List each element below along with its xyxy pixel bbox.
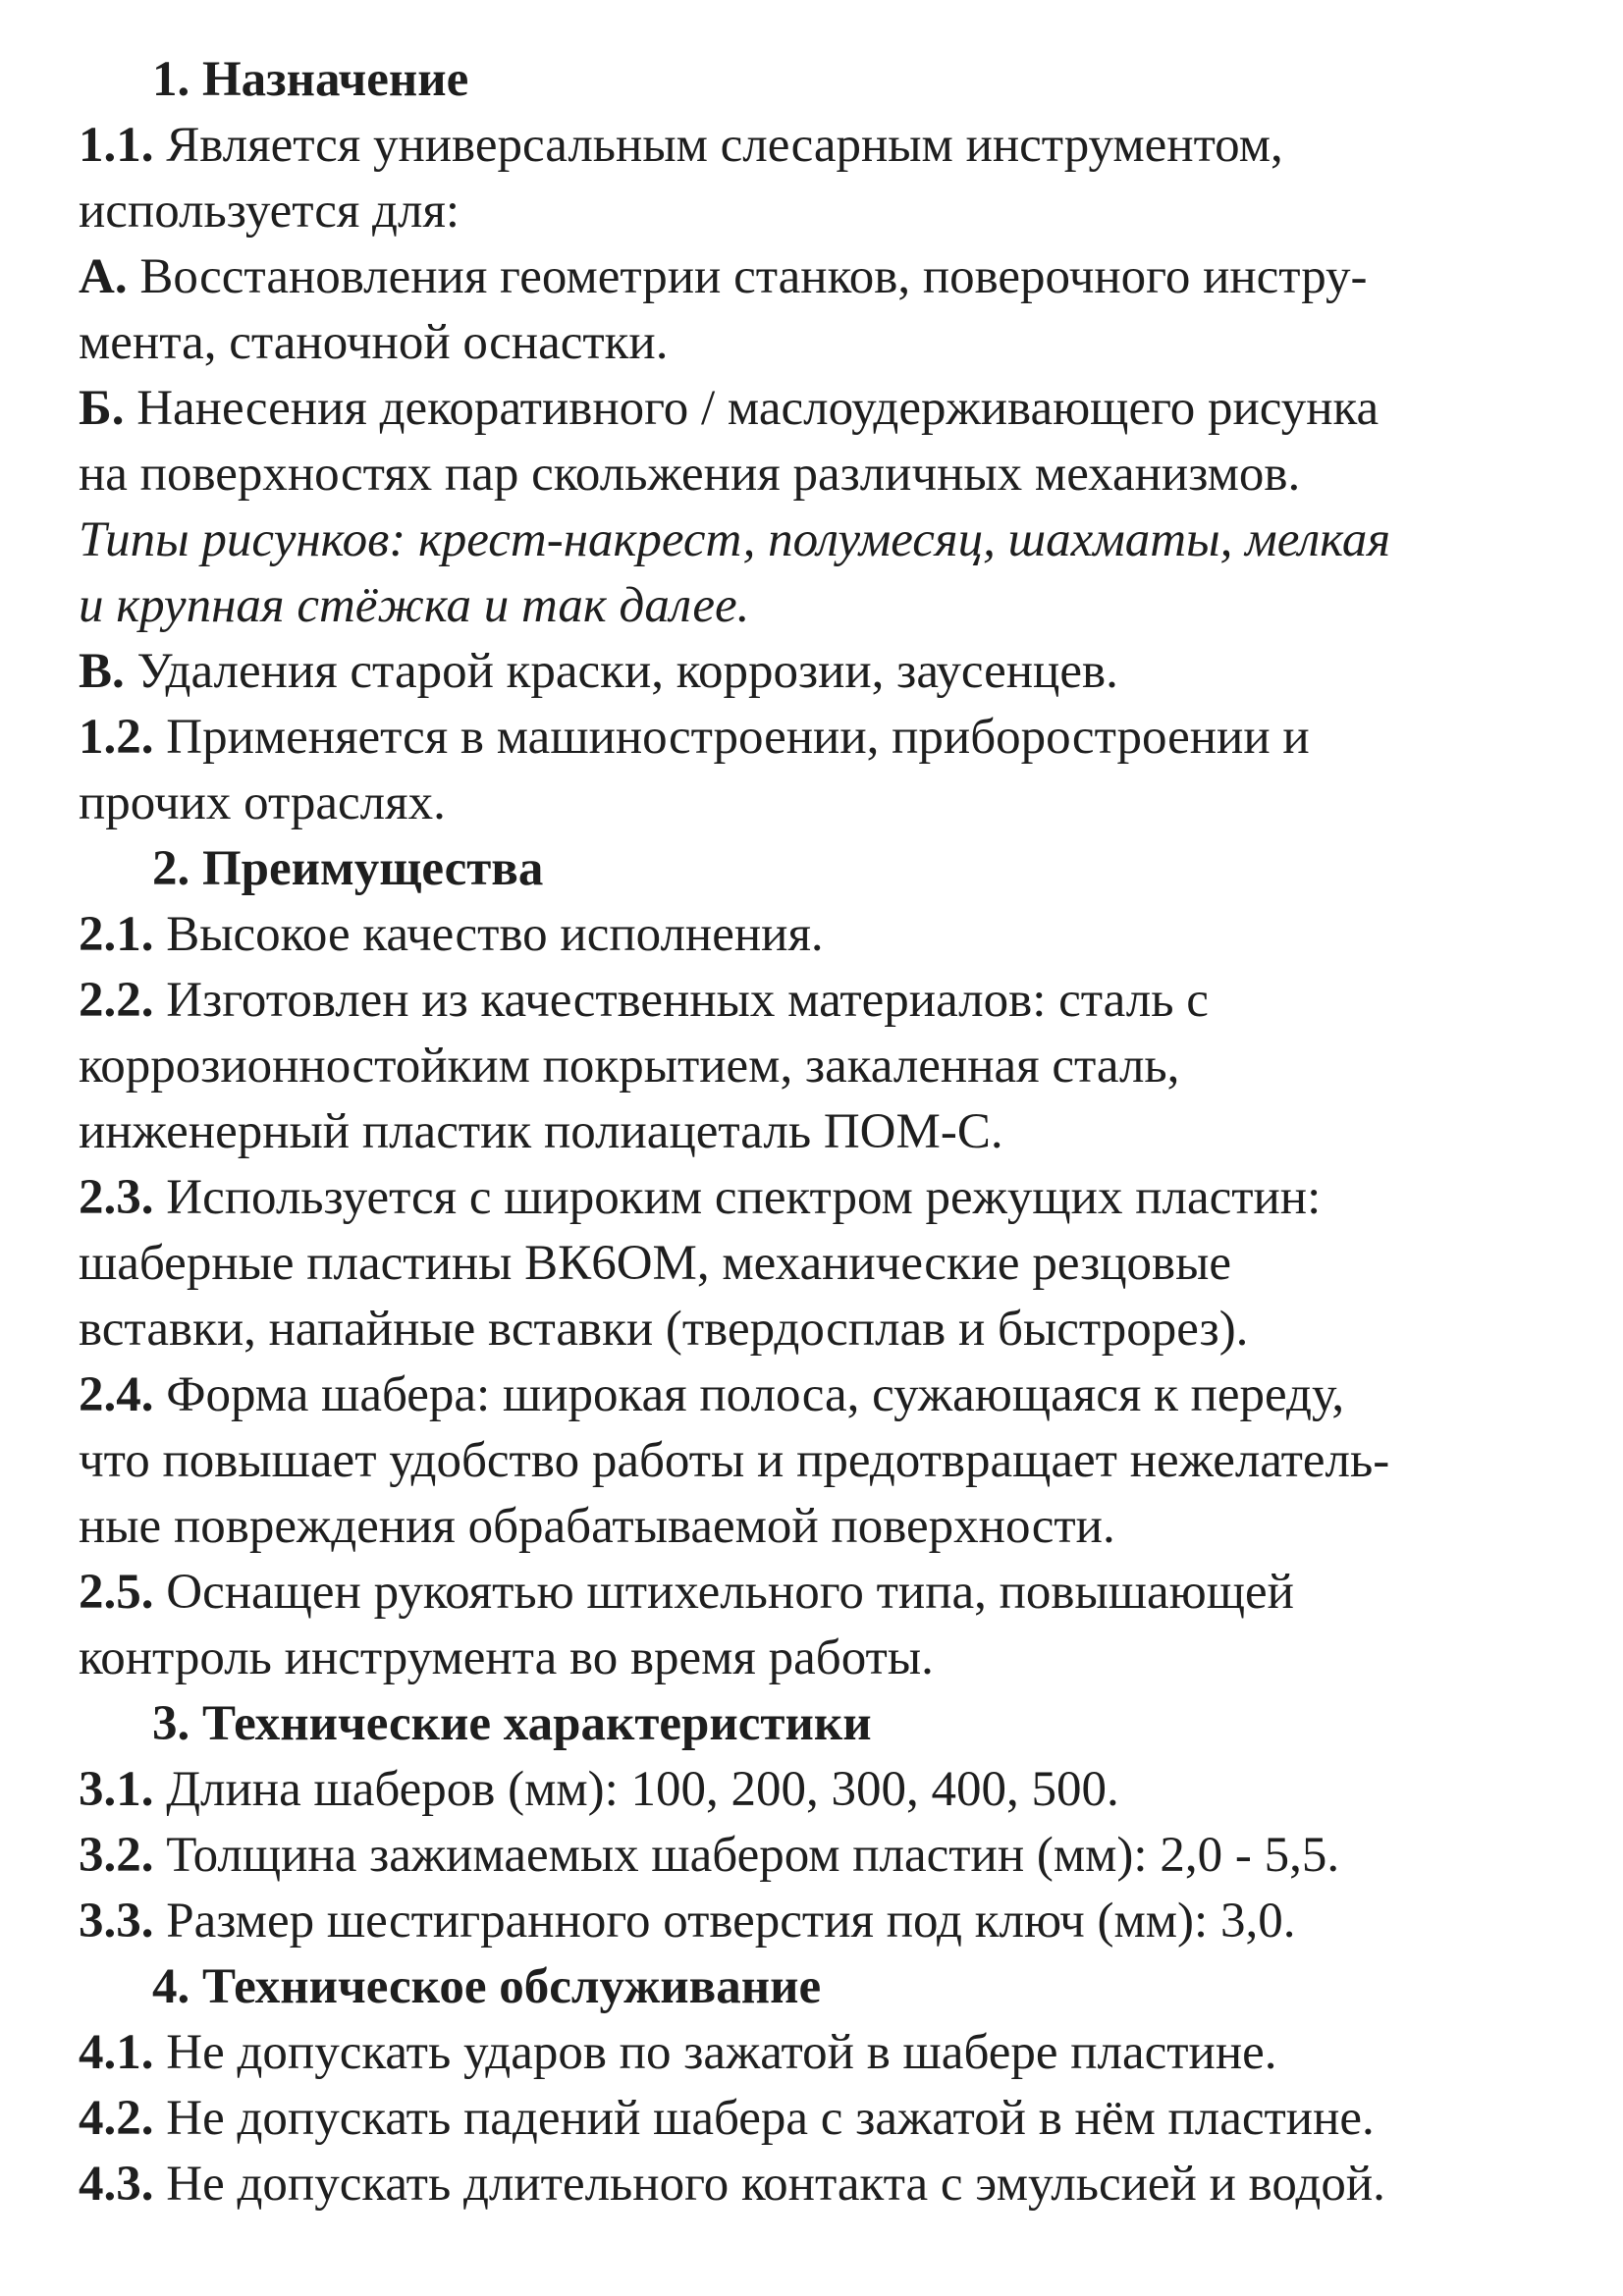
section-title: 4. Техническое обслуживание	[152, 1959, 822, 2014]
line-text: Не допускать длительного контакта с эмульсией и водой.	[166, 2157, 1385, 2212]
paragraph	[79, 244, 1551, 376]
item-number: 3.1.	[79, 1762, 154, 1817]
text-line	[79, 1362, 1551, 1428]
text-line	[79, 1231, 1551, 1297]
section	[79, 1691, 1551, 1954]
text-line	[79, 1889, 1551, 1954]
item-number: В.	[79, 644, 125, 699]
section-title: 1. Назначение	[152, 52, 469, 107]
item-number: 1.1.	[79, 118, 154, 173]
line-text: используется для:	[79, 184, 460, 239]
line-text: Толщина зажимаемых шабером пластин (мм): 2,0 - 5,5.	[166, 1828, 1340, 1883]
section	[79, 836, 1551, 1691]
item-number: 4.3.	[79, 2157, 154, 2212]
line-text: Нанесения декоративного / маслоудерживающего рисунка	[136, 381, 1380, 436]
paragraph	[79, 2152, 1551, 2217]
text-line	[79, 179, 1551, 244]
text-line	[79, 244, 1551, 310]
section	[79, 1954, 1551, 2217]
paragraph	[79, 507, 1551, 639]
line-text: Восстановления геометрии станков, поверочного инстру-	[139, 249, 1368, 304]
section	[79, 47, 1551, 836]
text-line	[79, 771, 1551, 836]
line-text: прочих отраслях.	[79, 775, 446, 830]
line-text: ные повреждения обрабатываемой поверхности.	[79, 1499, 1115, 1554]
text-line	[79, 1099, 1551, 1165]
item-number: 4.1.	[79, 2025, 154, 2080]
line-text: на поверхностях пар скольжения различных механизмов.	[79, 447, 1301, 502]
text-line	[79, 639, 1551, 705]
paragraph	[79, 2020, 1551, 2086]
paragraph	[79, 1560, 1551, 1691]
section-title: 3. Технические характеристики	[152, 1696, 872, 1751]
section-title: 2. Преимущества	[152, 841, 544, 896]
line-text: Не допускать падений шабера с зажатой в нём пластине.	[166, 2091, 1375, 2146]
text-line	[79, 442, 1551, 507]
text-line	[79, 1757, 1551, 1823]
text-line	[79, 113, 1551, 179]
paragraph	[79, 968, 1551, 1165]
item-number: 3.2.	[79, 1828, 154, 1883]
text-line	[79, 1428, 1551, 1494]
item-number: 1.2.	[79, 710, 154, 765]
item-number: 4.2.	[79, 2091, 154, 2146]
text-line	[79, 2020, 1551, 2086]
line-text: Используется с широким спектром режущих пластин:	[166, 1170, 1322, 1225]
text-line	[79, 2152, 1551, 2217]
item-number: 2.5.	[79, 1565, 154, 1620]
item-number: Б.	[79, 381, 125, 436]
line-text: Не допускать ударов по зажатой в шабере пластине.	[166, 2025, 1277, 2080]
text-line	[79, 2086, 1551, 2152]
line-text: Оснащен рукоятью штихельного типа, повышающей	[166, 1565, 1294, 1620]
paragraph	[79, 1823, 1551, 1889]
text-line	[79, 507, 1551, 573]
item-number: 2.4.	[79, 1367, 154, 1422]
line-text: Форма шабера: широкая полоса, сужающаяся к переду,	[166, 1367, 1345, 1422]
item-number: 3.3.	[79, 1894, 154, 1949]
line-text: мента, станочной оснастки.	[79, 315, 669, 370]
text-line	[79, 1494, 1551, 1560]
text-line	[79, 573, 1551, 639]
line-text: шаберные пластины ВК6ОМ, механические резцовые	[79, 1236, 1231, 1291]
paragraph	[79, 376, 1551, 507]
paragraph	[79, 705, 1551, 836]
item-number: 2.3.	[79, 1170, 154, 1225]
paragraph	[79, 1757, 1551, 1823]
text-line	[79, 1560, 1551, 1626]
line-text: Высокое качество исполнения.	[166, 907, 824, 962]
text-line	[79, 376, 1551, 442]
paragraph	[79, 1165, 1551, 1362]
line-text: Является универсальным слесарным инструментом,	[166, 118, 1283, 173]
text-line	[79, 902, 1551, 968]
paragraph	[79, 2086, 1551, 2152]
line-text: Длина шаберов (мм): 100, 200, 300, 400, 500.	[166, 1762, 1119, 1817]
line-text: Типы рисунков: крест-накрест, полумесяц, шахматы, мелкая	[79, 512, 1391, 567]
line-text: контроль инструмента во время работы.	[79, 1630, 934, 1685]
item-number: 2.2.	[79, 973, 154, 1028]
text-line	[79, 310, 1551, 376]
text-line	[79, 1297, 1551, 1362]
line-text: вставки, напайные вставки (твердосплав и быстрорез).	[79, 1302, 1249, 1357]
text-line	[79, 1626, 1551, 1691]
text-line	[79, 1034, 1551, 1099]
text-line	[79, 968, 1551, 1034]
text-line	[79, 1823, 1551, 1889]
paragraph	[79, 1362, 1551, 1560]
item-number: 2.1.	[79, 907, 154, 962]
text-line	[79, 1165, 1551, 1231]
line-text: коррозионностойким покрытием, закаленная сталь,	[79, 1039, 1180, 1094]
item-number: А.	[79, 249, 128, 304]
line-text: что повышает удобство работы и предотвращает нежелатель-	[79, 1433, 1390, 1488]
paragraph	[79, 113, 1551, 244]
line-text: инженерный пластик полиацеталь ПОМ-С.	[79, 1104, 1003, 1159]
text-line	[79, 705, 1551, 771]
line-text: Изготовлен из качественных материалов: сталь с	[166, 973, 1209, 1028]
paragraph	[79, 902, 1551, 968]
line-text: Размер шестигранного отверстия под ключ (мм): 3,0.	[166, 1894, 1296, 1949]
line-text: Применяется в машиностроении, приборостроении и	[166, 710, 1310, 765]
document-page	[79, 47, 1551, 2217]
line-text: и крупная стёжка и так далее.	[79, 578, 750, 633]
line-text: Удаления старой краски, коррозии, заусенцев.	[136, 644, 1118, 699]
paragraph	[79, 639, 1551, 705]
paragraph	[79, 1889, 1551, 1954]
